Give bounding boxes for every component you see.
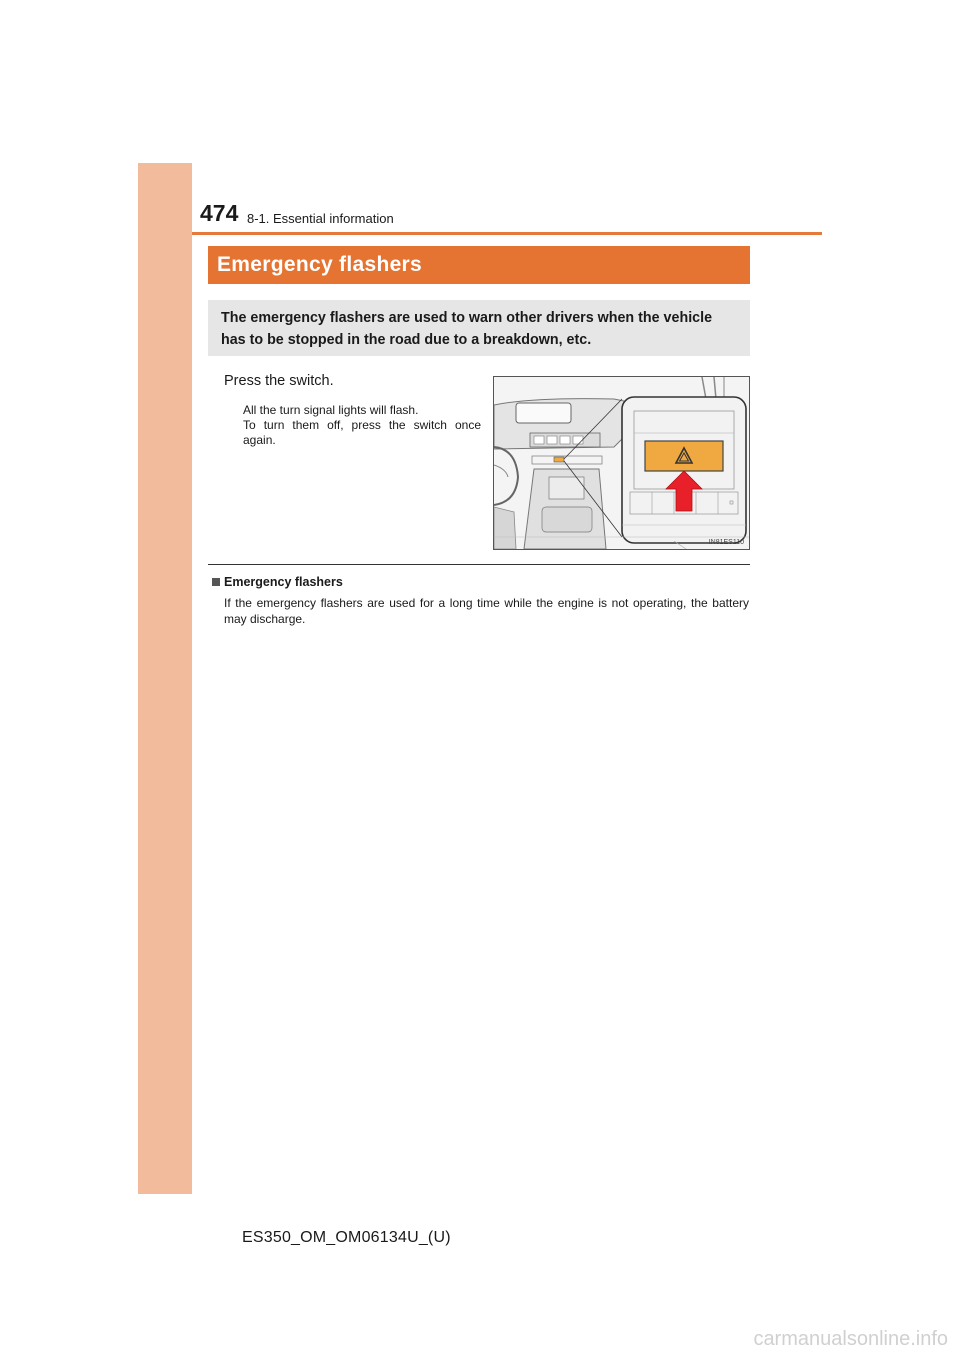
step-instruction: Press the switch. bbox=[224, 373, 334, 389]
step-note-line1: All the turn signal lights will flash. bbox=[243, 403, 419, 417]
note-title bbox=[212, 575, 343, 589]
dashboard-illustration bbox=[494, 377, 749, 549]
side-tab bbox=[138, 163, 192, 1194]
figure-code: IN81ES110 bbox=[708, 539, 744, 546]
hazard-switch-small bbox=[554, 457, 564, 462]
square-bullet-icon bbox=[212, 578, 220, 586]
intro-box: The emergency flashers are used to warn other drivers when the vehicle has to be stopped in the road due to a breakdown, etc. bbox=[208, 300, 750, 356]
heading-bar bbox=[208, 246, 750, 284]
note-title-text: Emergency flashers bbox=[224, 575, 343, 589]
step-note-line2: To turn them off, press the switch once again. bbox=[243, 418, 481, 447]
watermark: carmanualsonline.info bbox=[753, 1328, 948, 1350]
hazard-switch-figure bbox=[493, 376, 750, 550]
page-heading: Emergency flashers bbox=[217, 253, 423, 276]
footer-doc-code: ES350_OM_OM06134U_(U) bbox=[242, 1229, 451, 1246]
hazard-switch-large bbox=[645, 441, 723, 471]
section-divider bbox=[208, 564, 750, 565]
header-rule bbox=[192, 232, 822, 235]
step-note bbox=[243, 403, 481, 448]
page-number: 474 bbox=[200, 200, 239, 226]
section-title: 8-1. Essential information bbox=[247, 211, 394, 226]
note-body: If the emergency flashers are used for a long time while the engine is not operating, the battery may discharge. bbox=[224, 596, 749, 626]
